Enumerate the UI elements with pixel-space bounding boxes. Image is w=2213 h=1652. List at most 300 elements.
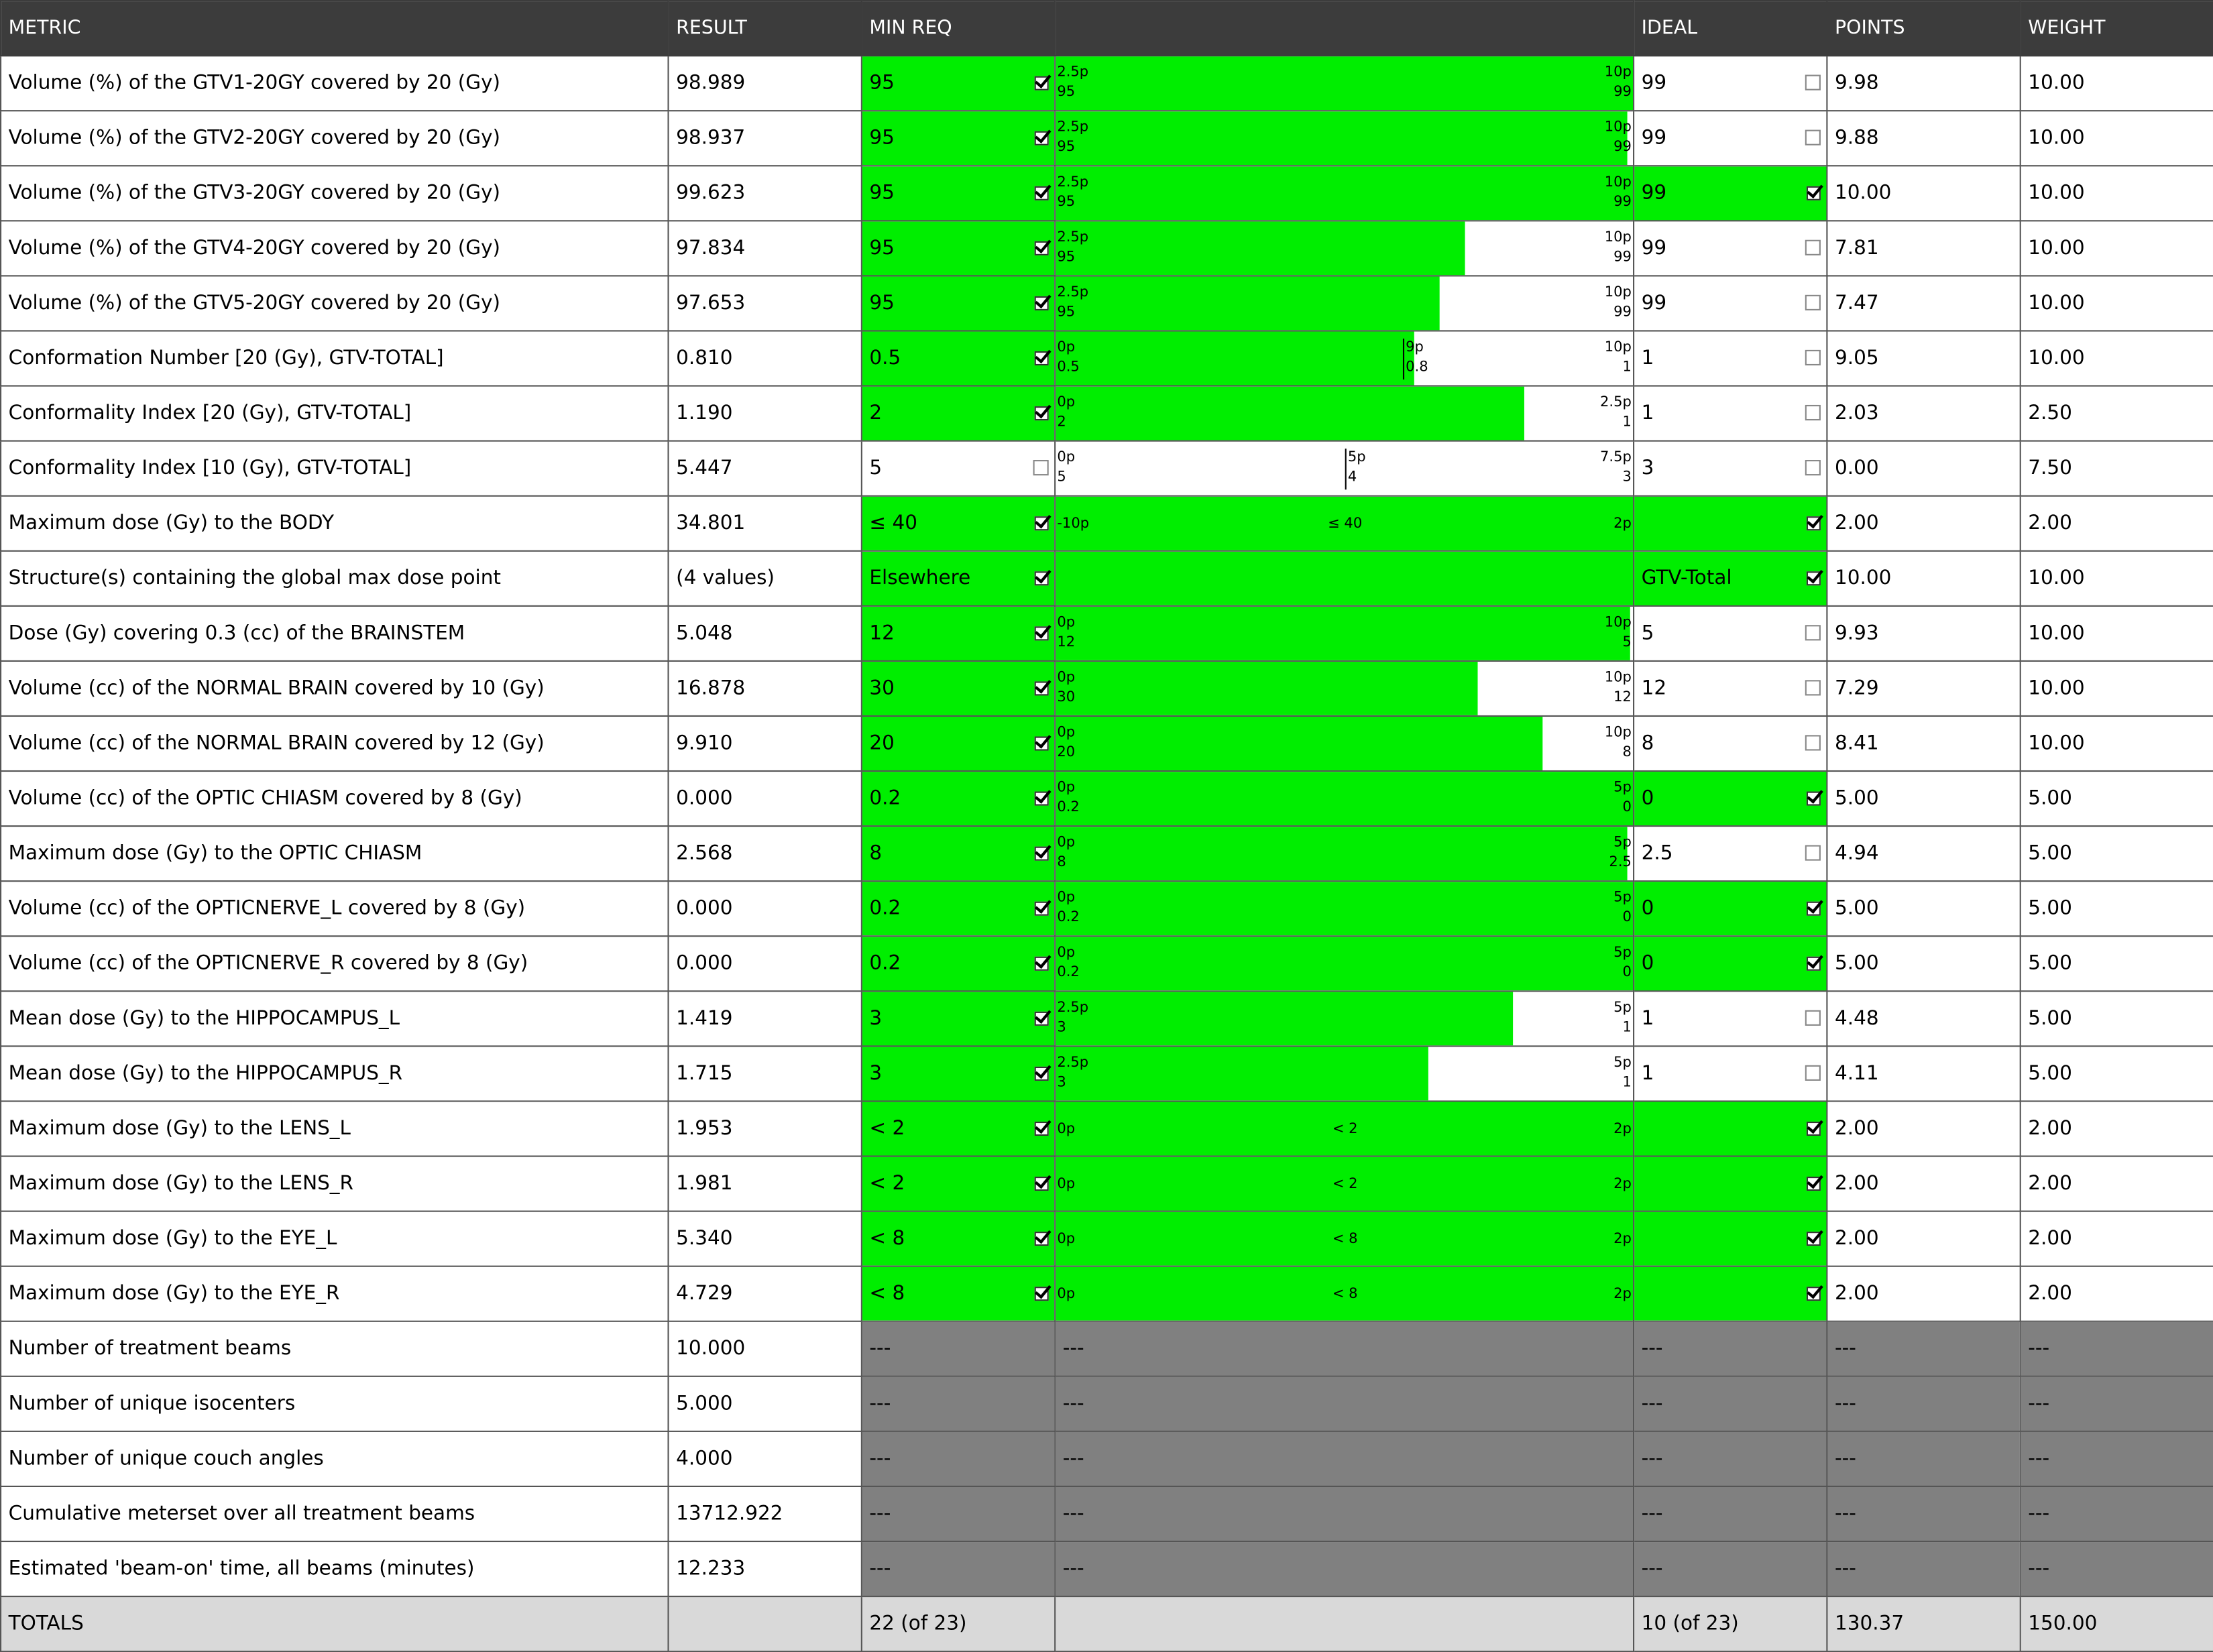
score-bar-cell (1055, 716, 1634, 771)
ideal-value: 5 (1641, 622, 1654, 645)
score-bar-label: 0p (1057, 1121, 1076, 1138)
table-row (1, 441, 2213, 496)
weight-cell (2021, 1376, 2213, 1431)
ideal-checkbox[interactable] (1805, 1285, 1821, 1301)
not-applicable-dash: --- (1641, 1393, 1663, 1415)
not-applicable-dash: --- (2028, 1502, 2050, 1525)
min-req-value: 0.2 (869, 952, 901, 976)
score-bar-label: 95 (1057, 84, 1076, 101)
not-applicable-dash: --- (869, 1448, 891, 1470)
table-row (1, 771, 2213, 826)
min-req-checkbox[interactable] (1033, 240, 1049, 255)
score-bar (1056, 772, 1633, 825)
ideal-cell (1634, 1431, 1827, 1486)
metric-cell (1, 936, 668, 991)
min-req-cell (862, 1321, 1055, 1376)
result-value: (4 values) (676, 567, 775, 590)
score-bar-label: 99 (1613, 84, 1632, 101)
score-bar-cell (1055, 1486, 1634, 1541)
score-bar-label: 2.5p (1057, 1000, 1089, 1016)
metric-label: Maximum dose (Gy) to the EYE_R (8, 1282, 340, 1305)
score-bar-cell (1055, 221, 1634, 276)
not-applicable-dash: --- (1641, 1502, 1663, 1525)
min-req-checkbox[interactable] (1033, 735, 1049, 750)
points-cell (1827, 1101, 2020, 1156)
ideal-checkbox[interactable] (1805, 1065, 1821, 1081)
score-bar-cell (1055, 661, 1634, 716)
ideal-checkbox[interactable] (1805, 240, 1821, 255)
metric-label: Cumulative meterset over all treatment beams (8, 1502, 475, 1525)
score-bar-label: 0 (1622, 965, 1632, 981)
min-req-checkbox[interactable] (1033, 460, 1049, 475)
min-req-checkbox[interactable] (1033, 185, 1049, 200)
score-bar-label: 10p (1604, 340, 1632, 356)
result-value: 1.953 (676, 1117, 733, 1140)
min-req-checkbox[interactable] (1033, 845, 1049, 861)
score-bar-cell (1055, 1046, 1634, 1101)
not-applicable-dash: --- (869, 1393, 891, 1415)
result-cell (669, 496, 862, 551)
ideal-checkbox[interactable] (1805, 1230, 1821, 1246)
score-bar-label: < 2 (1332, 1121, 1358, 1138)
weight-cell (2021, 331, 2213, 386)
not-applicable-dash: --- (1062, 1557, 1084, 1580)
min-req-checkbox[interactable] (1033, 350, 1049, 365)
min-req-cell (862, 1266, 1055, 1321)
metric-label: Number of unique isocenters (8, 1393, 296, 1415)
score-bar (1056, 497, 1633, 550)
header-min-req[interactable]: MIN REQ (862, 1, 1055, 56)
points-cell (1827, 386, 2020, 441)
min-req-checkbox[interactable] (1033, 680, 1049, 695)
ideal-value: GTV-Total (1641, 567, 1732, 590)
score-bar-fill (1056, 111, 1627, 165)
min-req-checkbox[interactable] (1033, 75, 1049, 91)
min-req-cell (862, 826, 1055, 881)
ideal-value: 0 (1641, 897, 1654, 921)
ideal-checkbox[interactable] (1805, 570, 1821, 585)
metric-label: Volume (cc) of the NORMAL BRAIN covered by 12 (Gy) (8, 732, 545, 755)
result-cell (669, 166, 862, 221)
ideal-checkbox[interactable] (1805, 1010, 1821, 1026)
result-cell (669, 936, 862, 991)
result-cell (669, 1157, 862, 1212)
score-bar-label: 1 (1622, 359, 1632, 375)
min-req-checkbox[interactable] (1033, 1010, 1049, 1026)
ideal-checkbox[interactable] (1805, 75, 1821, 91)
score-bar-label: 99 (1613, 249, 1632, 266)
min-req-checkbox[interactable] (1033, 1065, 1049, 1081)
result-cell (669, 331, 862, 386)
result-cell (669, 606, 862, 661)
min-req-checkbox[interactable] (1033, 790, 1049, 805)
min-req-checkbox[interactable] (1033, 1230, 1049, 1246)
ideal-checkbox[interactable] (1805, 680, 1821, 695)
weight-cell (2021, 826, 2213, 881)
min-req-checkbox[interactable] (1033, 900, 1049, 916)
metric-label: Number of unique couch angles (8, 1448, 324, 1470)
min-req-value: 0.2 (869, 787, 901, 810)
metric-label: Volume (%) of the GTV2-20GY covered by 20 (Gy) (8, 127, 501, 150)
metric-label: Maximum dose (Gy) to the EYE_L (8, 1227, 337, 1250)
min-req-cell (862, 1101, 1055, 1156)
metric-label: Mean dose (Gy) to the HIPPOCAMPUS_R (8, 1062, 403, 1085)
points-cell (1827, 56, 2020, 111)
result-cell (669, 716, 862, 771)
ideal-checkbox[interactable] (1805, 845, 1821, 861)
metric-cell (1, 1266, 668, 1321)
metric-cell (1, 496, 668, 551)
score-bar-label: 1 (1622, 414, 1632, 430)
ideal-checkbox[interactable] (1805, 955, 1821, 971)
result-cell (669, 111, 862, 166)
score-bar (1056, 111, 1633, 165)
score-bar-label: 5p (1613, 780, 1632, 796)
points-value: 5.00 (1834, 787, 1879, 810)
metric-label: Volume (cc) of the OPTIC CHIASM covered by 8 (Gy) (8, 787, 522, 810)
weight-value: 5.00 (2028, 842, 2072, 865)
score-bar-label: 3 (1057, 1020, 1066, 1036)
min-req-cell (862, 331, 1055, 386)
result-value: 5.447 (676, 457, 733, 480)
min-req-checkbox[interactable] (1033, 570, 1049, 585)
score-bar-cell (1055, 991, 1634, 1046)
result-cell (669, 56, 862, 111)
points-cell (1827, 496, 2020, 551)
result-value: 2.568 (676, 842, 733, 865)
weight-cell (2021, 771, 2213, 826)
ideal-value: 99 (1641, 292, 1667, 315)
header-points[interactable]: POINTS (1827, 1, 2020, 56)
ideal-cell (1634, 1046, 1827, 1101)
score-bar-fill (1056, 717, 1542, 770)
score-bar-cell (1055, 276, 1634, 331)
min-req-value: 30 (869, 677, 895, 700)
ideal-checkbox[interactable] (1805, 790, 1821, 805)
points-value: 7.47 (1834, 292, 1879, 315)
score-bar-label: 9p (1406, 340, 1424, 356)
score-bar-label: 99 (1613, 304, 1632, 320)
weight-cell (2021, 111, 2213, 166)
metric-cell (1, 331, 668, 386)
ideal-cell (1634, 991, 1827, 1046)
min-req-checkbox[interactable] (1033, 1120, 1049, 1136)
ideal-cell (1634, 56, 1827, 111)
ideal-checkbox[interactable] (1805, 460, 1821, 475)
ideal-value: 1 (1641, 402, 1654, 425)
points-value: 9.98 (1834, 72, 1879, 95)
score-bar-cell (1055, 56, 1634, 111)
score-bar-label: 5 (1622, 634, 1632, 651)
score-bar-cell (1055, 881, 1634, 936)
weight-cell (2021, 1486, 2213, 1541)
metric-cell (1, 1046, 668, 1101)
score-bar-cell (1055, 331, 1634, 386)
score-bar-cell (1055, 936, 1634, 991)
result-value: 5.000 (676, 1393, 733, 1415)
ideal-checkbox[interactable] (1805, 1175, 1821, 1191)
score-bar (1056, 221, 1633, 275)
score-bar-label: 0.2 (1057, 910, 1080, 926)
score-bar-label: -10p (1057, 516, 1090, 532)
score-bar-label: 0p (1057, 725, 1076, 741)
min-req-cell (862, 386, 1055, 441)
metric-label: Maximum dose (Gy) to the LENS_L (8, 1117, 351, 1140)
score-bar-label: 1 (1622, 1075, 1632, 1091)
not-applicable-dash: --- (869, 1557, 891, 1580)
weight-cell (2021, 1321, 2213, 1376)
weight-cell (2021, 1212, 2213, 1266)
score-bar-label: 0 (1622, 910, 1632, 926)
score-bar-label: 0.8 (1406, 359, 1428, 375)
ideal-checkbox[interactable] (1805, 1120, 1821, 1136)
table-row (1, 331, 2213, 386)
score-bar-fill (1056, 166, 1634, 220)
min-req-checkbox[interactable] (1033, 1175, 1049, 1191)
ideal-value: 1 (1641, 347, 1654, 370)
score-bar-cell (1055, 1101, 1634, 1156)
weight-value: 5.00 (2028, 952, 2072, 976)
weight-cell (2021, 56, 2213, 111)
min-req-value: < 2 (869, 1117, 905, 1140)
metric-cell (1, 1101, 668, 1156)
score-bar-label: 10p (1604, 174, 1632, 191)
score-bar-cell (1055, 166, 1634, 221)
score-bar-label: 30 (1057, 690, 1076, 706)
ideal-cell (1634, 1212, 1827, 1266)
table-row (1, 1376, 2213, 1431)
table-row (1, 1431, 2213, 1486)
scorecard-body (1, 56, 2213, 1651)
metric-cell (1, 881, 668, 936)
result-value: 97.834 (676, 237, 746, 260)
score-bar-label: 95 (1057, 194, 1076, 211)
ideal-value: 1 (1641, 1062, 1654, 1085)
metric-label: Conformation Number [20 (Gy), GTV-TOTAL] (8, 347, 444, 370)
min-req-value: 95 (869, 72, 895, 95)
not-applicable-dash: --- (2028, 1448, 2050, 1470)
min-req-cell (862, 991, 1055, 1046)
score-bar-label: 0p (1057, 1232, 1076, 1248)
table-row (1, 1157, 2213, 1212)
weight-value: 10.00 (2028, 72, 2085, 95)
score-bar-label: 5 (1057, 469, 1066, 485)
min-req-value: Elsewhere (869, 567, 971, 590)
score-bar-label: 5p (1347, 450, 1366, 466)
min-req-checkbox[interactable] (1033, 295, 1049, 310)
points-value: 10.00 (1834, 567, 1892, 590)
score-bar-label: 10p (1604, 615, 1632, 631)
min-req-cell (862, 1541, 1055, 1596)
score-bar-cell (1055, 386, 1634, 441)
result-cell (669, 1486, 862, 1541)
score-bar-fill (1056, 992, 1513, 1045)
points-cell (1827, 716, 2020, 771)
result-cell (669, 1376, 862, 1431)
result-cell (669, 881, 862, 936)
ideal-value: 99 (1641, 127, 1667, 150)
score-bar (1056, 166, 1633, 220)
not-applicable-dash: --- (2028, 1557, 2050, 1580)
weight-cell (2021, 881, 2213, 936)
score-bar-fill (1056, 332, 1414, 386)
score-bar-label: 99 (1613, 194, 1632, 211)
result-cell (669, 551, 862, 606)
score-bar-label: 10p (1604, 725, 1632, 741)
points-value: 2.00 (1834, 1117, 1879, 1140)
score-bar-fill (1056, 772, 1634, 825)
score-bar-label: 10p (1604, 285, 1632, 301)
table-row (1, 606, 2213, 661)
score-bar-label: < 8 (1332, 1232, 1358, 1248)
table-row (1, 661, 2213, 716)
score-bar-cell (1055, 1541, 1634, 1596)
min-req-cell (862, 1212, 1055, 1266)
ideal-value: 1 (1641, 1007, 1654, 1030)
score-bar-label: 7.5p (1600, 450, 1632, 466)
score-bar-label: 2.5p (1600, 395, 1632, 411)
metric-label: Volume (cc) of the NORMAL BRAIN covered by 10 (Gy) (8, 677, 545, 700)
min-req-checkbox[interactable] (1033, 1285, 1049, 1301)
ideal-checkbox[interactable] (1805, 515, 1821, 530)
header-ideal[interactable]: IDEAL (1634, 1, 1827, 56)
points-cell (1827, 1376, 2020, 1431)
metric-label: Mean dose (Gy) to the HIPPOCAMPUS_L (8, 1007, 400, 1030)
table-row (1, 496, 2213, 551)
header-result[interactable]: RESULT (669, 1, 862, 56)
ideal-checkbox[interactable] (1805, 625, 1821, 640)
weight-value: 10.00 (2028, 677, 2085, 700)
points-cell (1827, 111, 2020, 166)
min-req-value: 0.2 (869, 897, 901, 921)
score-bar-fill (1056, 882, 1634, 935)
min-req-value: 3 (869, 1007, 883, 1030)
totals-weight (2021, 1596, 2213, 1651)
ideal-cell (1634, 386, 1827, 441)
points-value: 4.48 (1834, 1007, 1879, 1030)
metric-label: Conformality Index [20 (Gy), GTV-TOTAL] (8, 402, 412, 425)
metric-cell (1, 386, 668, 441)
weight-cell (2021, 1157, 2213, 1212)
not-applicable-dash: --- (869, 1337, 891, 1360)
ideal-checkbox[interactable] (1805, 295, 1821, 310)
ideal-value: 99 (1641, 72, 1667, 95)
result-value: 12.233 (676, 1557, 746, 1580)
not-applicable-dash: --- (1641, 1557, 1663, 1580)
result-value: 0.000 (676, 897, 733, 921)
score-bar-cell (1055, 1266, 1634, 1321)
score-bar-label: 2p (1613, 1287, 1632, 1303)
min-req-checkbox[interactable] (1033, 405, 1049, 420)
min-req-checkbox[interactable] (1033, 955, 1049, 971)
points-cell (1827, 331, 2020, 386)
weight-cell (2021, 221, 2213, 276)
not-applicable-dash: --- (1834, 1502, 1856, 1525)
weight-cell (2021, 661, 2213, 716)
score-bar (1056, 607, 1633, 660)
weight-value: 10.00 (2028, 347, 2085, 370)
ideal-cell (1634, 716, 1827, 771)
table-row (1, 111, 2213, 166)
header-weight[interactable]: WEIGHT (2021, 1, 2213, 56)
header-row (1, 1, 2213, 56)
ideal-cell (1634, 441, 1827, 496)
metric-cell (1, 221, 668, 276)
min-req-value: 12 (869, 622, 895, 645)
not-applicable-dash: --- (1834, 1337, 1856, 1360)
min-req-checkbox[interactable] (1033, 625, 1049, 640)
score-bar-tick (1345, 449, 1347, 489)
score-bar-label: 2.5p (1057, 174, 1089, 191)
result-cell (669, 1541, 862, 1596)
points-value: 5.00 (1834, 952, 1879, 976)
score-bar (1056, 1102, 1633, 1156)
metric-cell (1, 716, 668, 771)
min-req-checkbox[interactable] (1033, 515, 1049, 530)
table-row (1, 1046, 2213, 1101)
table-row (1, 166, 2213, 221)
score-bar-fill (1056, 937, 1634, 990)
score-bar-fill (1056, 276, 1439, 330)
ideal-cell (1634, 1486, 1827, 1541)
ideal-checkbox[interactable] (1805, 405, 1821, 420)
metric-cell (1, 111, 668, 166)
ideal-cell (1634, 881, 1827, 936)
score-bar-label: 2p (1613, 1121, 1632, 1138)
score-bar-label: 10p (1604, 230, 1632, 246)
min-req-value: 95 (869, 237, 895, 260)
ideal-cell (1634, 936, 1827, 991)
min-req-cell (862, 1486, 1055, 1541)
ideal-checkbox[interactable] (1805, 735, 1821, 750)
weight-value: 10.00 (2028, 182, 2085, 205)
result-cell (669, 826, 862, 881)
score-bar-label: 0p (1057, 780, 1076, 796)
metric-cell (1, 1541, 668, 1596)
metric-label: Volume (%) of the GTV1-20GY covered by 20 (Gy) (8, 72, 501, 95)
result-cell (669, 661, 862, 716)
score-bar-label: 0p (1057, 890, 1076, 906)
ideal-cell (1634, 166, 1827, 221)
result-value: 97.653 (676, 292, 746, 315)
header-score-bar (1055, 1, 1634, 56)
score-bar-label: 10p (1604, 64, 1632, 80)
min-req-checkbox[interactable] (1033, 130, 1049, 145)
ideal-checkbox[interactable] (1805, 900, 1821, 916)
result-value: 16.878 (676, 677, 746, 700)
min-req-value: < 8 (869, 1282, 905, 1305)
ideal-value: 99 (1641, 182, 1667, 205)
min-req-cell (862, 166, 1055, 221)
weight-value: 5.00 (2028, 897, 2072, 921)
score-bar-label: 0p (1057, 1287, 1076, 1303)
score-bar-label: 3 (1057, 1075, 1066, 1091)
result-cell (669, 386, 862, 441)
score-bar-label: 95 (1057, 249, 1076, 266)
score-bar-label: 99 (1613, 139, 1632, 156)
ideal-checkbox[interactable] (1805, 350, 1821, 365)
result-value: 0.000 (676, 787, 733, 810)
ideal-checkbox[interactable] (1805, 130, 1821, 145)
totals-result (669, 1596, 862, 1651)
header-metric[interactable]: METRIC (1, 1, 668, 56)
result-value: 13712.922 (676, 1502, 783, 1525)
metric-label: Estimated 'beam-on' time, all beams (minutes) (8, 1557, 475, 1580)
not-applicable-dash: --- (1062, 1448, 1084, 1470)
points-value: 7.81 (1834, 237, 1879, 260)
score-bar-label: 2.5p (1057, 119, 1089, 136)
ideal-checkbox[interactable] (1805, 185, 1821, 200)
